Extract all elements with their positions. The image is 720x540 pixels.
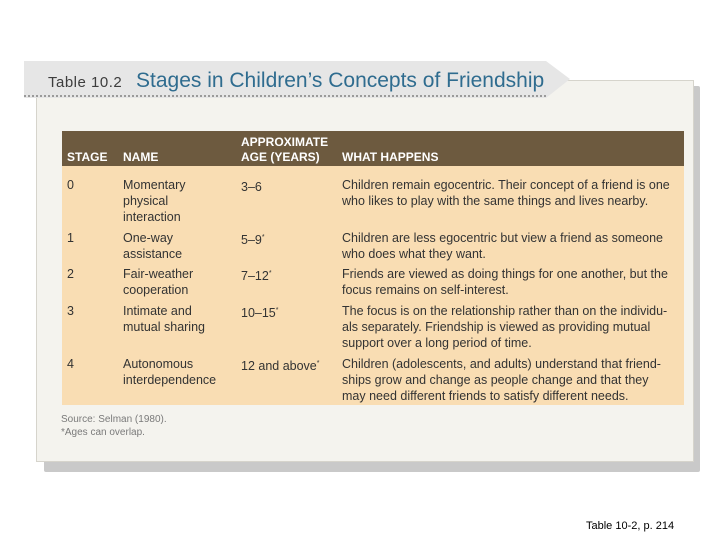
- row-1-age-note: *: [261, 234, 265, 241]
- row-0-what-line: who likes to play with the same things and lives nearby.: [342, 194, 649, 208]
- row-4-age-value: 12 and above: [241, 359, 317, 374]
- row-3-what: [342, 303, 667, 351]
- row-4-name-line: interdependence: [123, 373, 217, 387]
- dotted-divider: [24, 95, 546, 97]
- row-1-age: [241, 230, 265, 248]
- header-stage: STAGE: [67, 150, 108, 164]
- row-0-name-line: Momentary: [123, 178, 186, 192]
- row-0-name: [123, 177, 186, 225]
- row-4-name-line: Autonomous: [123, 357, 194, 371]
- row-2-age-note: *: [268, 270, 272, 277]
- row-0-stage: 0: [67, 178, 74, 192]
- row-1-age-value: 5–9: [241, 233, 262, 248]
- slide-caption: Table 10-2, p. 214: [586, 520, 675, 532]
- row-4-age: [241, 356, 320, 374]
- row-3-age-value: 10–15: [241, 306, 276, 321]
- table-source-notes: [61, 413, 167, 439]
- row-2-stage: 2: [67, 267, 74, 281]
- row-3-age-note: *: [275, 307, 279, 314]
- header-name: NAME: [123, 150, 159, 164]
- row-4-what-line: Children (adolescents, and adults) understand that friend-: [342, 357, 661, 371]
- row-1-name-line: assistance: [123, 247, 183, 261]
- row-4-what-line: may need different friends to satisfy different needs.: [342, 389, 629, 403]
- row-4-name: [123, 356, 216, 388]
- header-age-line2: AGE (YEARS): [241, 150, 320, 164]
- row-3-what-line: The focus is on the relationship rather than on the individu-: [342, 304, 668, 318]
- table-header: [62, 131, 684, 166]
- row-4-what: [342, 356, 661, 404]
- row-4-stage: 4: [67, 357, 74, 371]
- row-0-name-line: interaction: [123, 210, 181, 224]
- row-0-name-line: physical: [123, 194, 169, 208]
- row-0-age: [241, 177, 262, 195]
- row-1-name-line: One-way: [123, 231, 174, 245]
- row-2-what: [342, 266, 668, 298]
- row-2-what-line: focus remains on self-interest.: [342, 283, 509, 297]
- row-2-name-line: Fair-weather: [123, 267, 194, 281]
- row-1-what-line: who does what they want.: [342, 247, 486, 261]
- row-3-name: [123, 303, 205, 335]
- row-3-name-line: mutual sharing: [123, 320, 205, 334]
- row-3-age: [241, 303, 279, 321]
- row-2-what-line: Friends are viewed as doing things for one another, but the: [342, 267, 668, 281]
- row-3-what-line: als separately. Friendship is viewed as providing mutual: [342, 320, 651, 334]
- row-3-name-line: Intimate and: [123, 304, 192, 318]
- source-citation: Source: Selman (1980).: [61, 414, 167, 425]
- age-footnote: *Ages can overlap.: [61, 427, 145, 438]
- row-2-name-line: cooperation: [123, 283, 189, 297]
- row-1-what-line: Children are less egocentric but view a friend as someone: [342, 231, 664, 245]
- table-title: Stages in Children’s Concepts of Friendship: [136, 69, 545, 92]
- row-3-stage: 3: [67, 304, 74, 318]
- row-0-age-value: 3–6: [241, 180, 262, 195]
- row-4-what-line: ships grow and change as people change and that they: [342, 373, 649, 387]
- row-2-age: [241, 266, 272, 284]
- row-0-what-line: Children remain egocentric. Their concept of a friend is one: [342, 178, 670, 192]
- row-2-name: [123, 266, 193, 298]
- row-1-stage: 1: [67, 231, 74, 245]
- table-number: Table 10.2: [48, 74, 123, 91]
- header-age-line1: APPROXIMATE: [241, 135, 329, 149]
- row-4-age-note: *: [316, 360, 320, 367]
- row-1-what: [342, 230, 663, 262]
- row-3-what-line: support over a long period of time.: [342, 336, 532, 350]
- friendship-table: [62, 131, 684, 405]
- row-2-age-value: 7–12: [241, 269, 269, 284]
- row-0-what: [342, 177, 670, 209]
- header-what: WHAT HAPPENS: [342, 150, 439, 164]
- row-1-name: [123, 230, 182, 262]
